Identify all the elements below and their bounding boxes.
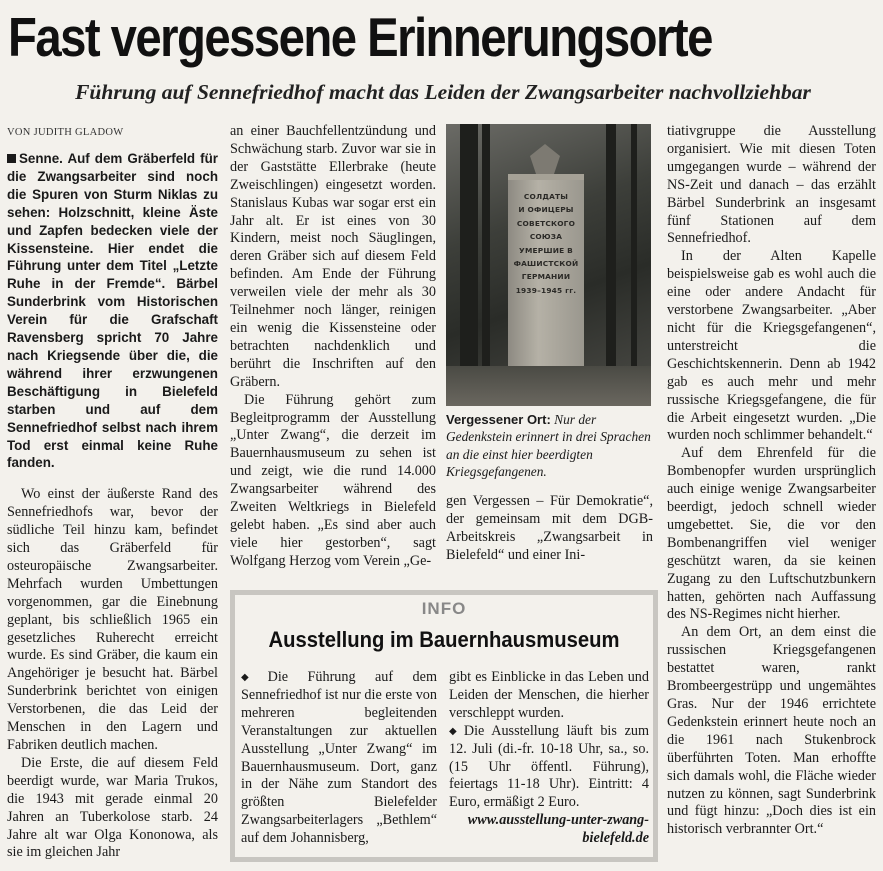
info-label: INFO xyxy=(421,599,467,618)
paragraph: An dem Ort, an dem einst die russischen Kriegsgefangenen bestattet waren, rankt Brombeergestrüpp und ungemähtes Gras. Nur der 1946 errichtete Gedenkstein erinnert heute noch an die 1961 nach Stukenbrock überführten Toten. Man erhoffte sich damals wohl, die Fläche wieder nutzen zu können, sagt Sunderbrink und fügt hinzu: „Doch dies ist ein historisch verbrannter Ort.“ xyxy=(667,624,876,838)
paragraph: Auf dem Ehrenfeld für die Bombenopfer wurden ursprünglich auch einige wenige Zwangsarbeiter beerdigt, jedoch schnell wieder umgebettet. Sie, die vor den Bombenangriffen viel weniger geschützt waren, da sie keinen Zugang zu den Luftschutzbunkern hatten, gehörten nach Auffassung des NS-Regimes nicht hierher. xyxy=(667,445,876,623)
info-paragraph: ◆ Die Führung auf dem Sennefriedhof ist nur die erste von mehreren begleitenden Veranstaltungen zur aktuellen Ausstellung „Unter Zwang“ im Bauernhausmuseum. Dort, ganz in der Nähe zum Standort des größten Bielefelder Zwangsarbeiterlagers „Bethlem“ auf dem Johannisberg, xyxy=(241,669,437,847)
subheadline: Führung auf Sennefriedhof macht das Leiden der Zwangsarbeiter nachvollziehbar xyxy=(75,80,811,104)
caption-label: Vergessener Ort: xyxy=(446,412,551,427)
info-title: Ausstellung im Bauernhausmuseum xyxy=(268,627,620,652)
info-left-column xyxy=(241,669,437,848)
info-right-column xyxy=(449,669,649,848)
caption-text: Nur der Gedenkstein erinnert in drei Sprachen an die einst hier beerdigten Kriegsgefangenen. xyxy=(446,412,651,480)
diamond-icon: ◆ xyxy=(241,672,265,683)
memorial-photo xyxy=(446,124,651,406)
lead-paragraph: Senne. Auf dem Gräberfeld für die Zwangsarbeiter sind noch die Spuren von Sturm Niklas zu sehen: Holzschnitt, kleine Äste und Zapfen bedecken viele der Kissensteine. Hier endet die Führung unter dem Titel „Letzte Ruhe in der Fremde“. Bärbel Sunderbrink vom Historischen Verein für die Grafschaft Ravensberg spricht 70 Jahre nach Kriegsende über die, die während ihrer erzwungenen Beschäftigung in Bielefeld starben und auf dem Sennefriedhof selbst nach ihrem Tod erst einmal keine Ruhe fanden. xyxy=(7,151,218,471)
diamond-icon: ◆ xyxy=(449,725,461,737)
info-paragraph: ◆ Die Ausstellung läuft bis zum 12. Juli (di.-fr. 10-18 Uhr, sa., so. (15 Uhr öffentl. Führung), feiertags 11-18 Uhr). Eintritt: 4 Euro, ermäßigt 2 Euro. xyxy=(449,722,649,811)
paragraph: an einer Bauchfellentzündung und Schwächung starb. Zuvor war sie in der Gaststätte Ellerbrake (heute Zweischlingen) eingesetzt worden. Stanislaus Kubas war sogar erst ein Jahr alt. Er ist eines von 30 Kindern, meist noch Säuglingen, deren Gräber sich auf diesem Feld befinden. Am Ende der Führung verweilen viele der mehr als 30 Teilnehmer noch länger, reinigen ein wenig die Kissensteine oder betrachten nachdenklich und berührt die Inschriften auf den Gräbern. xyxy=(230,123,436,390)
paragraph: In der Alten Kapelle beispielsweise gab es wohl auch die eine oder andere Andacht für verstorbene Zwangsarbeiter. „Aber nicht für die Kriegsgefangenen“, unterstreicht die Geschichtskennerin. Denn ab 1942 gab es auch mehr und mehr russische Kriegsgefangene, die für die Arbeit eingesetzt wurden. „Die wurden noch schlimmer behandelt.“ xyxy=(667,248,876,444)
column-1 xyxy=(7,150,218,862)
byline: VON JUDITH GLADOW xyxy=(7,127,124,138)
info-url-line xyxy=(449,812,649,848)
column-2 xyxy=(230,123,436,571)
lead-square-icon xyxy=(7,154,16,163)
column-4 xyxy=(667,123,876,839)
star-icon xyxy=(530,144,560,174)
headline: Fast vergessene Erinnerungsorte xyxy=(8,6,712,68)
paragraph: gen Vergessen – Für Demokratie“, der gemeinsam mit dem DGB-Arbeitskreis „Zwangsarbeit in Bielefeld“ und einer Ini- xyxy=(446,493,653,563)
paragraph: Wo einst der äußerste Rand des Sennefriedhofs war, bevor der südliche Teil hinzu kam, befindet sich das Gräberfeld für osteuropäische Zwangsarbeiter. Mehrfach wurden Umbettungen vorgenommen, gar die Einebnung geplant, bis schließlich 1965 ein gesetzliches Ruherecht erreicht wurde. Es sind Gräber, die kaum ein Angehöriger je besucht hat. Bärbel Sunderbrink berichtet von einigen Verstorbenen, die das Leid der Menschen in den Lagern und Fabriken deutlich machen. xyxy=(7,486,218,753)
paragraph: Die Führung gehört zum Begleitprogramm der Ausstellung „Unter Zwang“, die derzeit im Bauernhausmuseum zu sehen ist und zeigt, wie die rund 14.000 Zwangsarbeiter während des Zweiten Weltkriegs in Bielefeld gelebt haben. „Es sind aber auch viele hier gestorben“, sagt Wolfgang Herzog vom Verein „Ge- xyxy=(230,391,436,569)
info-box xyxy=(230,590,658,862)
paragraph: tiativgruppe die Ausstellung organisiert. Wie mit diesen Toten umgegangen wurde – während der NS-Zeit und danach – das erzählt Bärbel Sunderbrink an insgesamt fünf Stationen auf dem Sennefriedhof. xyxy=(667,123,876,247)
info-paragraph: gibt es Einblicke in das Leben und Leiden der Menschen, die hierher verschleppt wurden. xyxy=(449,669,649,721)
stone-inscription: СОЛДАТЫ И ОФИЦЕРЫ СОВЕТСКОГО СОЮЗА УМЕРШИЕ В ФАШИСТСКОЙ ГЕРМАНИИ 1939–1945 гг. xyxy=(513,192,579,295)
paragraph: Die Erste, die auf diesem Feld beerdigt wurde, war Maria Trukos, die 1943 mit gerade einmal 20 Jahren an Tuberkolose starb. 24 Jahre alt war Olga Kononowa, als sie im gleichen Jahr xyxy=(7,754,218,861)
exhibition-link[interactable]: www.ausstellung-unter-zwang-bielefeld.de xyxy=(467,812,649,847)
photo-caption xyxy=(446,411,656,481)
column-3 xyxy=(446,493,653,565)
